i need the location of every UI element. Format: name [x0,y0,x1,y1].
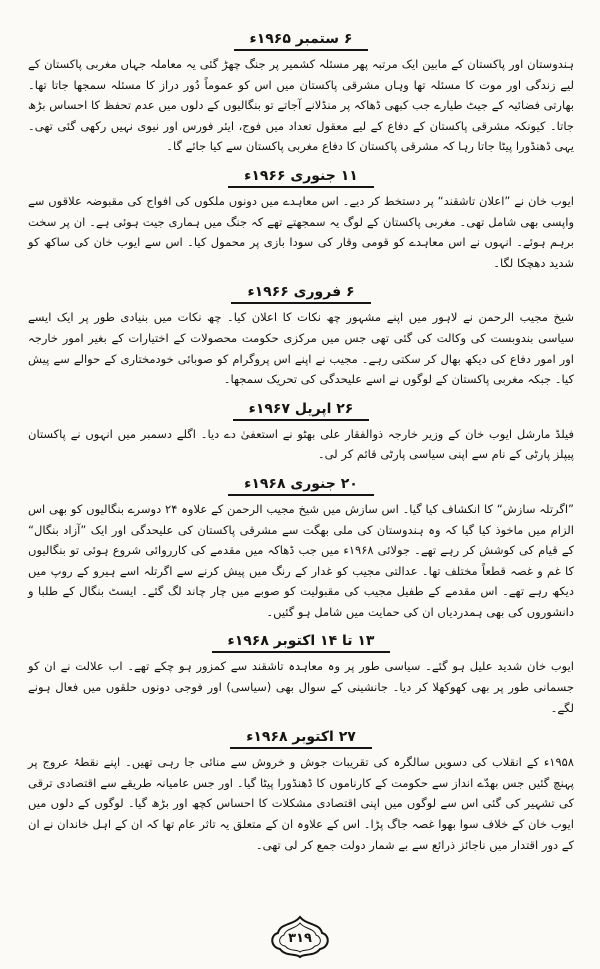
section-1965-09-06 [28,28,574,157]
section-1968-01-20 [28,473,574,623]
page-number-ornament [268,915,332,959]
section-text: ایوب خان نے ”اعلان تاشقند“ پر دستخط کر دیے۔ اس معاہدے میں دونوں ملکوں کی افواج کی مقبوضہ علاقوں سے واپسی بھی شامل تھی۔ مغربی پاکستان کے لوگ یہ سمجھتے تھے کہ جنگ میں ہماری جیت ہوئی ہے۔ ان پر سخت برہم ہوئے۔ انہوں نے اس معاہدے کو قومی وقار کی سودا بازی پر محمول کیا۔ اس سے ایوب خان کی ساکھ کو شدید دھچکا لگا۔ [28,193,574,270]
section-text: ہندوستان اور پاکستان کے مابین ایک مرتبہ پھر مسئلہ کشمیر پر جنگ چھڑ گئی یہ معاملہ جہاں مغربی پاکستان کے لیے زندگی اور موت کا مسئلہ تھا وہاں مشرقی پاکستان میں اس کو عموماً دُور دراز کا مسئلہ سمجھا جاتا تھا۔ بھارتی فضائیہ کے جیٹ طیارے جب کبھی ڈھاکہ پر منڈلانے آجاتے تو بنگالیوں کے دلوں میں عدم تحفظ کا احساس بڑھ جاتا۔ کیونکہ مشرقی پاکستان کے دفاع کے لیے معقول تعداد میں فوج، ایئر فورس اور نیوی نہیں رکھی گئی تھی۔ یہی ڈھنڈورا پیٹا جاتا رہا کہ مشرقی پاکستان کا دفاع مغربی پاکستان سے کیا جائے گا۔ [28,57,574,154]
section-1968-10-27 [28,726,574,855]
section-text: فیلڈ مارشل ایوب خان کے وزیر خارجہ ذوالفقار علی بھٹو نے استعفیٰ دے دیا۔ اگلے دسمبر میں انہوں نے پاکستان پیپلز پارٹی کے نام سے اپنی سیاسی پارٹی قائم کر لی۔ [28,426,574,462]
section-1967-04-26 [28,398,574,465]
section-1966-01-11 [28,165,574,273]
section-date: ۶ فروری ۱۹۶۶ء [231,283,370,304]
page-body [28,28,574,863]
section-date: ۶ ستمبر ۱۹۶۵ء [234,30,369,51]
section-date: ۲۰ جنوری ۱۹۶۸ء [228,475,374,496]
page-number: ۳۱۹ [288,931,312,946]
section-date: ۱۳ تا ۱۴ اکتوبر ۱۹۶۸ء [212,632,391,653]
section-date: ۲۶ اپریل ۱۹۶۷ء [233,400,370,421]
section-date: ۲۷ اکتوبر ۱۹۶۸ء [230,728,372,749]
section-text: ۱۹۵۸ء کے انقلاب کی دسویں سالگرہ کی تقریبات جوش و خروش سے منائی جا رہی تھیں۔ اپنے نقطۂ عروج پر پہنچ گئیں جس بھدّے انداز سے حکومت کے کارناموں کا ڈھنڈورا پیٹا گیا۔ اور جس عامیانہ طریقے سے اقتصادی ترقی کی تشہیر کی گئی اس سے لوگوں میں اپنی اقتصادی مشکلات کا احساس کچھ اور بڑھ گیا۔ لوگوں کے دلوں میں ایوب خان کے خلاف سوا بھوا غصہ جاگ پڑا۔ اس کے علاوہ ان کے متعلق یہ تاثر عام تھا کہ ان کے اہل خاندان نے ان کے دور اقتدار میں ناجائز ذرائع سے بے شمار دولت جمع کر لی تھی۔ [28,755,574,852]
section-text: شیخ مجیب الرحمن نے لاہور میں اپنے مشہور چھ نکات کا اعلان کیا۔ چھ نکات میں بنیادی طور پر ایک ایسے سیاسی بندوبست کی وکالت کی گئی تھی جس میں مرکزی حکومت محصولات کے اختیارات کے بغیر امور خارجہ اور امور دفاع کی دیکھ بھال کر سکتی رہے۔ مجیب نے اپنے اس پروگرام کو صوبائی خودمختاری کے حوالے سے پیش کیا۔ جبکہ مغربی پاکستان کے لوگوں نے اسے علیحدگی کی تحریک سمجھا۔ [28,310,574,387]
section-text: ”اگرتلہ سازش“ کا انکشاف کیا گیا۔ اس سازش میں شیخ مجیب الرحمن کے علاوہ ۲۴ دوسرے بنگالیوں کو بھی اس الزام میں ماخوذ کیا گیا کہ وہ ہندوستان کی ملی بھگت سے مشرقی پاکستان کی علیحدگی اور ایک ”آزاد بنگال“ کے قیام کی کوشش کر رہے تھے۔ جولائی ۱۹۶۸ء میں جب ڈھاکہ میں مقدمے کی کارروائی شروع ہوئی تو بنگالیوں کا غم و غصہ قطعاً مختلف تھا۔ عدالتی مجیب کو غدار کے رنگ میں پیش کرنے سے اگرتلہ اسے ہیرو کے روپ میں دیکھ رہے تھے۔ اس مقدمے کے طفیل مجیب کی مقبولیت کو صوبے میں چار چاند لگ گئے۔ ایسٹ بنگال کے طلبا و دانشوروں کی بھی ہمدردیاں ان کی حمایت میں شامل ہو گئیں۔ [28,501,575,619]
section-text: ایوب خان شدید علیل ہو گئے۔ سیاسی طور پر وہ معاہدہ تاشقند سے کمزور ہو چکے تھے۔ اب علالت نے ان کو جسمانی طور پر بھی کھوکھلا کر دیا۔ جانشینی کے سوال بھی (سیاسی) اور فوجی دونوں حلقوں میں فعال ہونے لگے۔ [28,659,574,715]
section-1966-02-06 [28,281,574,389]
section-date: ۱۱ جنوری ۱۹۶۶ء [228,167,374,188]
section-1968-10-13 [28,630,574,718]
